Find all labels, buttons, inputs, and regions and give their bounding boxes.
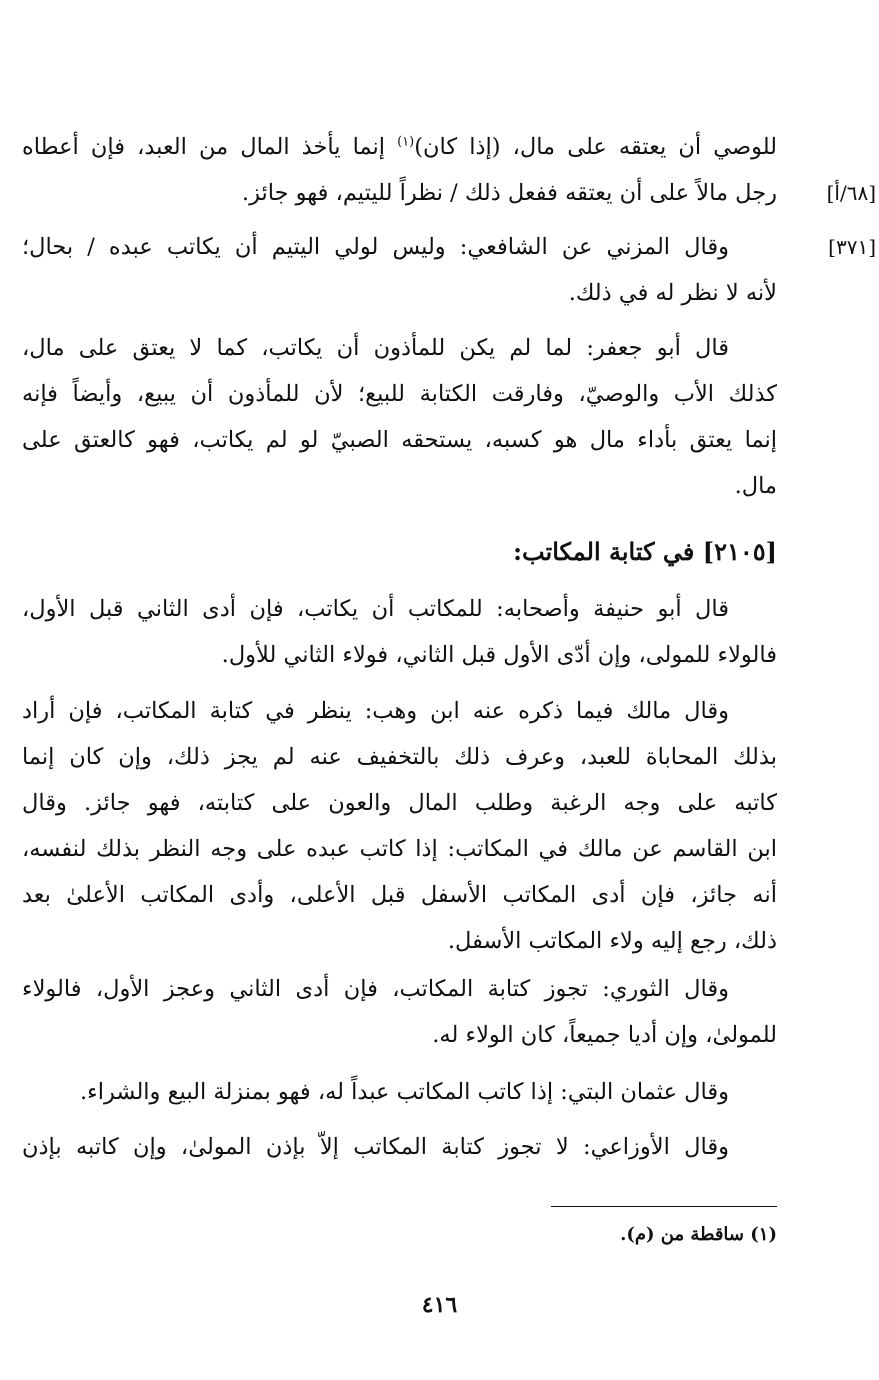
paragraph-line: للمولىٰ، وإن أديا جميعاً، كان الولاء له. [432,1022,777,1048]
paragraph-line: كذلك الأب والوصيّ، وفارقت الكتابة للبيع؛ لأن للمأذون أن يبيع، وأيضاً فإنه [22,381,777,407]
page-number: ٤١٦ [421,1292,458,1318]
paragraph-line: قال أبو جعفر: لما لم يكن للمأذون أن يكاتب، كما لا يعتق على مال، [22,335,729,361]
paragraph-4 [22,586,777,678]
paragraph-line: إنما يعتق بأداء مال هو كسبه، يستحقه الصبيّ لو لم يكاتب، فهو كالعتق على [22,427,777,453]
paragraph-3 [22,325,777,509]
paragraph-1 [22,124,777,216]
footnote-marker[interactable]: (١) [397,134,415,150]
paragraph-line: وقال الثوري: تجوز كتابة المكاتب، فإن أدى الثاني وعجز الأول، فالولاء [22,976,729,1002]
margin-note-folio: [٦٨/أ] [826,181,876,205]
paragraph-7 [22,1069,777,1115]
paragraph-line: للوصي أن يعتقه على مال، (إذا كان)$^{(١)}$ إنما يأخذ المال من العبد، فإن أعطاه [22,134,777,160]
paragraph-line: وقال مالك فيما ذكره عنه ابن وهب: ينظر في كتابة المكاتب، فإن أراد [22,698,729,724]
paragraph-line: بذلك المحاباة للعبد، وعرف ذلك بالتخفيف عنه لم يجز ذلك، وإن كان إنما [22,744,777,770]
paragraph-2 [22,224,777,316]
margin-note-ref: [٣٧١] [828,235,876,259]
paragraph-line: وقال الأوزاعي: لا تجوز كتابة المكاتب إلاّ بإذن المولىٰ، وإن كاتبه بإذن [22,1134,729,1160]
paragraph-line: فالولاء للمولى، وإن أدّى الأول قبل الثاني، فولاء الثاني للأول. [221,642,777,668]
paragraph-8 [22,1124,777,1170]
footnote: (١) ساقطة من (م). [620,1224,777,1245]
paragraph-6 [22,966,777,1058]
paragraph-line: ابن القاسم عن مالك في المكاتب: إذا كاتب عبده على وجه النظر بذلك لنفسه، [22,836,777,862]
paragraph-line: قال أبو حنيفة وأصحابه: للمكاتب أن يكاتب، فإن أدى الثاني قبل الأول، [22,596,729,622]
paragraph-line: ذلك، رجع إليه ولاء المكاتب الأسفل. [447,928,777,954]
paragraph-line: وقال المزني عن الشافعي: وليس لولي اليتيم أن يكاتب عبده / بحال؛ [22,234,729,260]
footnote-divider [551,1206,777,1207]
paragraph-line: وقال عثمان البتي: إذا كاتب المكاتب عبداً له، فهو بمنزلة البيع والشراء. [79,1079,729,1105]
paragraph-line: مال. [734,473,777,499]
section-heading: [٢١٠٥] في كتابة المكاتب: [513,537,777,566]
paragraph-line: رجل مالاً على أن يعتقه ففعل ذلك / نظراً لليتيم، فهو جائز. [241,180,777,206]
paragraph-line: لأنه لا نظر له في ذلك. [568,280,777,306]
paragraph-line: كاتبه على وجه الرغبة وطلب المال والعون على كتابته، فهو جائز. وقال [22,790,777,816]
paragraph-line: أنه جائز، فإن أدى المكاتب الأسفل قبل الأعلى، وأدى المكاتب الأعلىٰ بعد [22,882,777,908]
paragraph-5 [22,688,777,964]
